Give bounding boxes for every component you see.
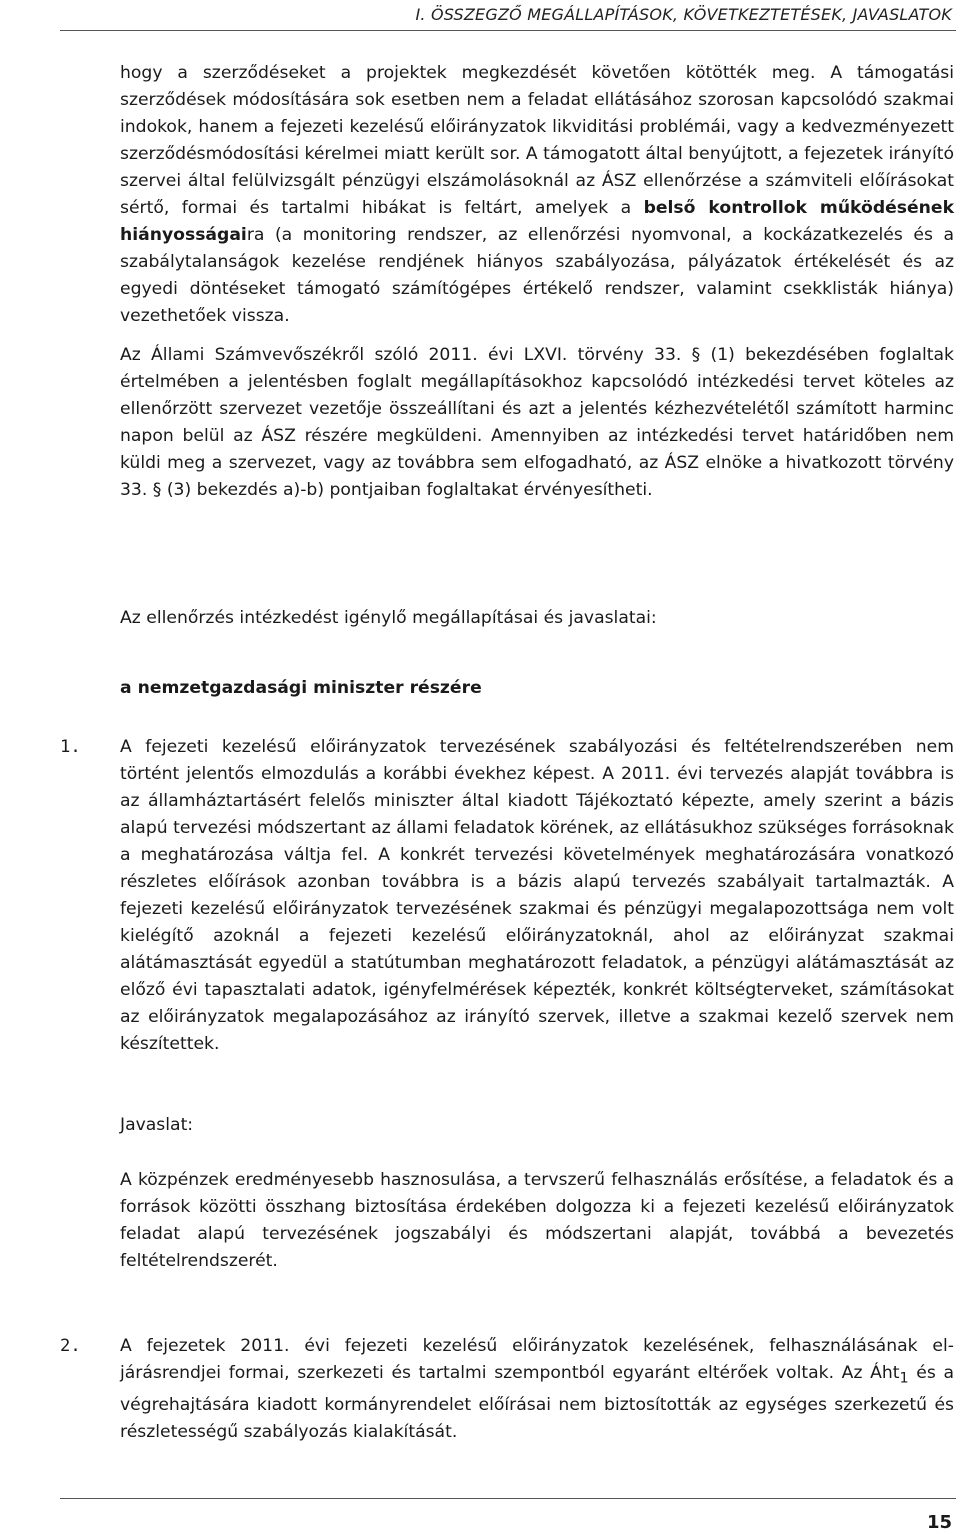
page-number: 15 xyxy=(926,1512,952,1533)
item-number: 1. xyxy=(60,737,81,757)
finding-text-part: és a végrehajtására kiadott kormányrendelet előírásai nem biztosították az egységes szerkezetű és részletességű szabályozás kialakítását. xyxy=(120,1363,954,1443)
recommendation-text: A közpénzek eredményesebb hasznosulása, a tervszerű felhasználás erősítése, a feladatok és a források közötti összhang biztosítása érdekében dolgozza ki a fejezeti kezelésű előirányzatok feladat alapú tervezésének jogszabályi és módszertani alapját, továbbá a bevezetés feltételrendszerét. xyxy=(120,1170,954,1271)
finding-text: A fejezeti kezelésű előirányzatok tervezésének szabályozási és feltételrendszerében nem történt jelentős elmozdulás a korábbi évekhez képest. A 2011. évi tervezés alapját továbbra is az államháztartásért felelős miniszter által kiadott Tájékoztató képezte, amely szerint a bázis alapú tervezési módszertant az állami feladatok körének, az ellátásukhoz szükséges forrásoknak a meghatározása váltja fel. A konkrét tervezési követelmények meghatározására vonatkozó részletes előírások azonban továbbra is a bázis alapú tervezés szabályait tartalmazták. A fejezeti kezelésű előirányzatok tervezésének szakmai és pénzügyi megalapozottsága nem volt kielégítő azoknál a fejezeti kezelésű előirányzatoknál, ahol az előirányzat szakmai alátámasztását egyedül a statútumban meghatározott feladatok, a pénzügyi alátámasztását az előző évi tapasztalati adatok, igényfelmérések képezték, konkrét költségterveket, számításokat az előirányzatok megalapozásához az irányító szervek, illetve a szakmai kezelő szervek nem készítettek. xyxy=(120,737,954,1054)
running-title: I. ÖSSZEGZŐ MEGÁLLAPÍTÁSOK, KÖVETKEZTETÉSEK, JAVASLATOK xyxy=(415,5,952,24)
paragraph-legal-basis: Az Állami Számvevőszékről szóló 2011. évi LXVI. törvény 33. § (1) bekezdésében foglaltak értelmében a jelentésben foglalt megállapításokhoz kapcsolódó intézkedési tervet köteles az ellenőrzött szervezet vezetője összeállítani és azt a jelentés kézhezvételétől számított harminc napon belül az ÁSZ részére megküldeni. Amennyiben az intézkedési tervet határidőben nem küldi meg a szervezet, vagy az továbbra sem elfogadható, az ÁSZ elnöke a hivatkozott törvény 33. § (3) bekezdés a)-b) pontjaiban foglaltakat érvényesítheti. xyxy=(120,345,954,500)
paragraph-text: hogy a szerződéseket a projektek megkezdését követően kötötték meg. A támogatási szerződések módosítására sok esetben nem a feladat ellátásához szorosan kapcsolódó szakmai indokok, hanem a fejezeti kezelésű előirányzatok likviditási problémái, vagy a kedvezményezett szerződésmódosítási kérelmei miatt került sor. A támogatott által benyújtott, a fejezetek irányító szervei által felülvizsgált pénzügyi elszámolásoknál az ÁSZ ellenőrzése a számviteli előírásokat sértő, formai és tartalmi hibákat is feltárt, amelyek a xyxy=(120,63,954,218)
recommendation-label: Javaslat: xyxy=(120,1115,194,1135)
paragraph-contracts xyxy=(120,60,954,330)
running-header xyxy=(60,0,956,31)
subscript: 1 xyxy=(899,1370,909,1387)
finding-item-2 xyxy=(60,1333,954,1446)
finding-text xyxy=(120,1333,954,1446)
footer-divider xyxy=(60,1498,956,1499)
recipient-heading: a nemzetgazdasági miniszter részére xyxy=(120,678,482,698)
item-number: 2. xyxy=(60,1336,81,1356)
finding-item-1 xyxy=(60,734,954,1058)
paragraph-findings-intro: Az ellenőrzés intézkedést igénylő megállapításai és javaslatai: xyxy=(120,608,657,628)
bold-phrase-internal-controls: belső kontrollok működésének hiányosságai xyxy=(120,198,954,245)
paragraph-text: ra (a monitoring rendszer, az ellenőrzési nyomvonal, a kockázatkezelés és a szabálytalanságok kezelése rendjének hiányos szabályozása, pályázatok értékelését és az egyedi döntéseket támogató számítógépes értékelő rendszer, valamint csekklisták hiánya) vezethetőek vissza. xyxy=(120,225,954,326)
finding-text-part: A fejezetek 2011. évi fejezeti kezelésű előirányzatok kezelésének, felhasználásának eljárásrendjei formai, szerkezeti és tartalmi szempontból egyaránt eltérőek voltak. Az Áht xyxy=(120,1336,954,1383)
